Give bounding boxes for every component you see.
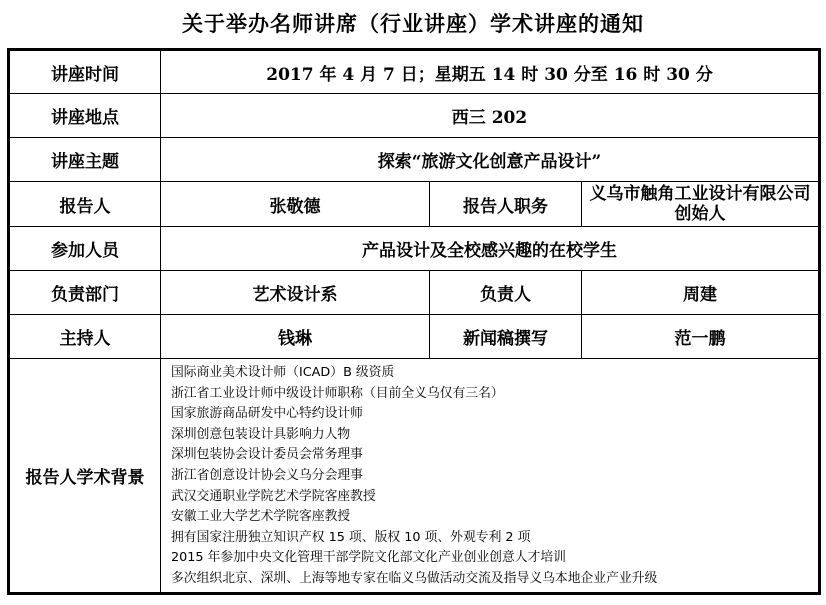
writer-value: 范一鹏	[582, 315, 820, 359]
topic-label: 讲座主题	[9, 138, 161, 182]
notice-table	[7, 48, 821, 595]
background-item: 2015 年参加中央文化管理干部学院文化部文化产业创业创意人才培训	[171, 550, 566, 566]
background-item: 拥有国家注册独立知识产权 15 项、版权 10 项、外观专利 2 项	[171, 529, 531, 545]
host-value: 钱琳	[161, 315, 430, 359]
background-item: 国家旅游商品研发中心特约设计师	[171, 406, 363, 422]
writer-label: 新闻稿撰写	[430, 315, 582, 359]
page-title: 关于举办名师讲席（行业讲座）学术讲座的通知	[182, 11, 644, 36]
row-background	[9, 359, 820, 594]
audience-value: 产品设计及全校感兴趣的在校学生	[161, 227, 820, 271]
speaker-value: 张敬德	[161, 182, 430, 227]
time-label: 讲座时间	[9, 50, 161, 94]
speaker-position-label: 报告人职务	[430, 182, 582, 227]
background-item: 国际商业美术设计师（ICAD）B 级资质	[171, 365, 395, 380]
background-item: 武汉交通职业学院艺术学院客座教授	[171, 488, 376, 504]
time-value: 2017 年 4 月 7 日；星期五 14 时 30 分至 16 时 30 分	[161, 50, 820, 94]
row-host	[9, 315, 820, 359]
row-speaker	[9, 182, 820, 227]
place-value: 西三 202	[161, 94, 820, 138]
speaker-position-value: 义乌市触角工业设计有限公司创始人	[582, 182, 820, 227]
background-list	[161, 359, 820, 594]
background-item: 深圳创意包装设计具影响力人物	[171, 426, 351, 442]
place-label: 讲座地点	[9, 94, 161, 138]
row-place	[9, 94, 820, 138]
background-item: 安徽工业大学艺术学院客座教授	[171, 509, 351, 525]
responsible-value: 周建	[582, 271, 820, 315]
background-label: 报告人学术背景	[9, 359, 161, 594]
department-value: 艺术设计系	[161, 271, 430, 315]
speaker-label: 报告人	[9, 182, 161, 227]
row-department	[9, 271, 820, 315]
department-label: 负责部门	[9, 271, 161, 315]
topic-value: 探索“旅游文化创意产品设计”	[161, 138, 820, 182]
background-item: 浙江省创意设计协会义乌分会理事	[171, 467, 363, 483]
background-item: 浙江省工业设计师中级设计师职称（目前全义乌仅有三名）	[171, 385, 504, 401]
row-audience	[9, 227, 820, 271]
host-label: 主持人	[9, 315, 161, 359]
audience-label: 参加人员	[9, 227, 161, 271]
row-topic	[9, 138, 820, 182]
background-item: 多次组织北京、深圳、上海等地专家在临义乌做活动交流及指导义乌本地企业产业升级	[171, 570, 658, 586]
responsible-label: 负责人	[430, 271, 582, 315]
background-item: 深圳包装协会设计委员会常务理事	[171, 447, 363, 463]
row-time	[9, 50, 820, 94]
